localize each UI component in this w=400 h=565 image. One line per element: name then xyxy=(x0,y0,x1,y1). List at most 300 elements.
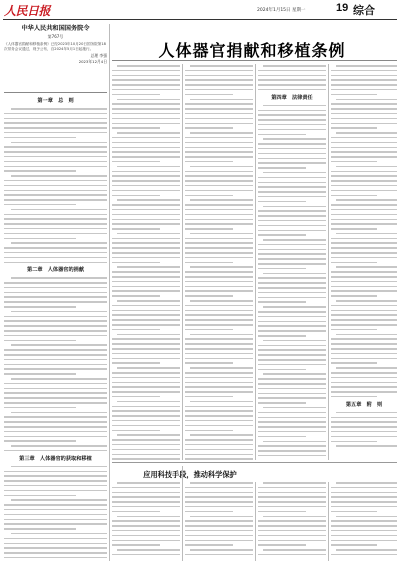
body-text-line xyxy=(185,161,233,163)
body-text-line xyxy=(190,367,253,369)
body-text-line xyxy=(190,482,253,484)
body-text-line xyxy=(112,425,180,427)
body-text-line xyxy=(331,103,397,105)
body-text-line xyxy=(112,195,160,197)
body-text-line xyxy=(258,124,326,126)
body-text-line xyxy=(331,190,397,192)
body-text-line xyxy=(4,166,107,168)
body-text-line xyxy=(117,300,180,302)
body-text-line xyxy=(112,338,180,340)
body-text-line xyxy=(11,142,107,144)
body-text-line xyxy=(11,466,107,468)
body-text-line xyxy=(331,487,397,489)
body-text-line xyxy=(331,436,397,438)
body-text-line xyxy=(331,185,397,187)
body-text-line xyxy=(112,123,180,125)
body-text-line xyxy=(258,431,326,433)
body-text-line xyxy=(4,495,76,497)
body-text-line xyxy=(331,426,397,428)
body-text-line xyxy=(190,549,253,551)
body-text-line xyxy=(4,296,107,298)
body-text-line xyxy=(112,89,180,91)
body-text-line xyxy=(4,504,107,506)
body-text-line xyxy=(258,191,326,193)
body-text-line xyxy=(117,233,180,235)
body-text-line xyxy=(258,321,326,323)
body-text-line xyxy=(112,444,180,446)
body-text-line xyxy=(4,223,107,225)
text-column-3 xyxy=(185,65,253,460)
body-text-line xyxy=(331,209,397,211)
body-text-line xyxy=(11,344,107,346)
body-text-line xyxy=(331,238,397,240)
body-text-line xyxy=(331,281,397,283)
body-text-line xyxy=(4,416,107,418)
body-text-line xyxy=(258,364,326,366)
decree-signature xyxy=(4,53,107,58)
body-text-line xyxy=(331,362,377,364)
body-text-line xyxy=(336,445,397,447)
body-text-line xyxy=(331,137,397,139)
body-text-line xyxy=(258,369,306,371)
body-text-line xyxy=(4,519,107,521)
body-text-line xyxy=(331,310,397,312)
body-text-line xyxy=(4,373,76,375)
body-text-line xyxy=(331,290,397,292)
body-text-line xyxy=(185,415,253,417)
body-text-line xyxy=(331,525,397,527)
body-text-line xyxy=(4,170,76,172)
body-text-line xyxy=(258,182,326,184)
body-text-line xyxy=(4,383,107,385)
body-text-line xyxy=(185,238,253,240)
body-text-line xyxy=(331,348,397,350)
body-text-line xyxy=(185,89,253,91)
body-text-line xyxy=(263,516,326,518)
body-text-line xyxy=(185,156,253,158)
body-text-line xyxy=(112,247,180,249)
body-text-line xyxy=(185,458,253,460)
body-text-line xyxy=(4,320,107,322)
body-text-line xyxy=(331,520,397,522)
body-text-line xyxy=(4,538,107,540)
body-text-line xyxy=(112,84,180,86)
body-text-line xyxy=(185,525,253,527)
body-text-line xyxy=(331,223,397,225)
body-text-line xyxy=(112,219,180,221)
body-text-line xyxy=(258,311,326,313)
text-column-5 xyxy=(331,65,397,460)
body-text-line xyxy=(331,175,397,177)
body-text-line xyxy=(112,151,180,153)
body-text-line xyxy=(185,84,253,86)
body-text-line xyxy=(185,271,253,273)
body-text-line xyxy=(112,75,180,77)
body-text-line xyxy=(331,147,397,149)
body-text-line xyxy=(4,330,107,332)
body-text-line xyxy=(4,151,107,153)
body-text-line xyxy=(185,195,233,197)
body-text-line xyxy=(185,449,253,451)
body-text-line xyxy=(331,108,397,110)
body-text-line xyxy=(258,540,326,542)
body-text-line xyxy=(112,108,180,110)
body-text-line xyxy=(258,525,326,527)
body-text-line xyxy=(258,79,326,81)
body-text-line xyxy=(331,431,397,433)
body-text-line xyxy=(258,492,326,494)
body-text-line xyxy=(331,544,377,546)
body-text-line xyxy=(112,525,180,527)
body-text-line xyxy=(258,301,306,303)
body-text-line xyxy=(4,118,107,120)
body-text-line xyxy=(112,348,180,350)
body-text-line xyxy=(4,161,107,163)
body-text-line xyxy=(4,475,107,477)
body-text-line xyxy=(258,554,326,556)
body-text-line xyxy=(112,391,180,393)
body-text-line xyxy=(258,506,326,508)
body-text-line xyxy=(336,516,397,518)
body-text-line xyxy=(117,434,180,436)
body-text-line xyxy=(258,210,326,212)
body-text-line xyxy=(258,153,326,155)
body-text-line xyxy=(112,185,180,187)
body-text-line xyxy=(258,114,326,116)
body-text-line xyxy=(185,286,253,288)
body-text-line xyxy=(258,89,326,91)
body-text-line xyxy=(336,367,397,369)
page-number: 19 xyxy=(336,2,349,14)
body-text-line xyxy=(112,406,180,408)
body-text-line xyxy=(258,544,306,546)
body-text-line xyxy=(331,305,397,307)
body-text-line xyxy=(4,388,107,390)
body-text-line xyxy=(258,201,306,203)
body-text-line xyxy=(185,506,253,508)
body-text-line xyxy=(331,338,397,340)
body-text-line xyxy=(331,396,377,398)
body-text-line xyxy=(258,75,326,77)
body-text-line xyxy=(185,281,253,283)
body-text-line xyxy=(331,161,377,163)
body-text-line xyxy=(258,383,326,385)
body-text-line xyxy=(258,282,326,284)
body-text-line xyxy=(331,156,397,158)
body-text-line xyxy=(331,214,397,216)
commentary-rule xyxy=(112,462,397,463)
body-text-line xyxy=(258,249,326,251)
body-text-line xyxy=(4,228,107,230)
decree-body: 《人体器官捐献和移植条例》已经2023年10月20日国务院第18次常务会议通过，现予公布，自2024年5月1日起施行。 xyxy=(4,42,106,51)
state-council-decree xyxy=(4,25,107,64)
body-text-line xyxy=(331,219,397,221)
body-text-line xyxy=(4,368,107,370)
body-text-line xyxy=(11,108,107,110)
body-text-line xyxy=(185,439,253,441)
body-text-line xyxy=(263,138,326,140)
body-text-line xyxy=(185,406,253,408)
body-text-line xyxy=(112,506,180,508)
body-text-line xyxy=(112,520,180,522)
body-text-line xyxy=(4,146,107,148)
body-text-line xyxy=(263,549,326,551)
body-text-line xyxy=(112,449,180,451)
body-text-line xyxy=(112,487,180,489)
headline-rule xyxy=(112,60,397,61)
body-text-line xyxy=(263,239,326,241)
section-name: 综合 xyxy=(353,4,375,17)
body-text-line xyxy=(331,123,397,125)
body-text-line xyxy=(4,127,107,129)
body-text-line xyxy=(4,194,107,196)
body-text-line xyxy=(190,516,253,518)
body-text-line xyxy=(190,434,253,436)
body-text-line xyxy=(331,75,397,77)
column-divider xyxy=(182,466,183,561)
body-text-line xyxy=(185,377,253,379)
body-text-line xyxy=(331,530,397,532)
body-text-line xyxy=(11,533,107,535)
body-text-line xyxy=(4,407,76,409)
body-text-line xyxy=(4,325,107,327)
body-text-line xyxy=(4,490,107,492)
body-text-line xyxy=(4,306,76,308)
body-text-line xyxy=(185,137,253,139)
body-text-line xyxy=(331,329,377,331)
body-text-line xyxy=(331,127,377,129)
body-text-line xyxy=(258,177,326,179)
column-divider xyxy=(182,64,183,460)
body-text-line xyxy=(331,343,397,345)
body-text-line xyxy=(185,228,233,230)
body-text-line xyxy=(258,501,326,503)
body-text-line xyxy=(185,142,253,144)
body-text-line xyxy=(4,543,107,545)
body-text-line xyxy=(336,65,397,67)
body-text-line xyxy=(112,310,180,312)
body-text-line xyxy=(331,358,397,360)
body-text-line xyxy=(190,65,253,67)
body-text-line xyxy=(185,108,253,110)
body-text-line xyxy=(4,214,107,216)
body-text-line xyxy=(331,89,397,91)
body-text-line xyxy=(11,242,107,244)
body-text-line xyxy=(190,334,253,336)
body-text-line xyxy=(331,271,397,273)
body-text-line xyxy=(258,325,326,327)
body-text-line xyxy=(263,206,326,208)
body-text-line xyxy=(112,180,180,182)
body-text-line xyxy=(117,367,180,369)
body-text-line xyxy=(4,252,107,254)
body-text-line xyxy=(263,407,326,409)
body-text-line xyxy=(331,84,397,86)
body-text-line xyxy=(185,310,253,312)
body-text-line xyxy=(112,377,180,379)
body-text-line xyxy=(190,199,253,201)
body-text-line xyxy=(336,549,397,551)
body-text-line xyxy=(185,180,253,182)
body-text-line xyxy=(4,523,107,525)
body-text-line xyxy=(331,496,397,498)
body-text-line xyxy=(185,257,253,259)
body-text-line xyxy=(258,421,326,423)
body-text-line xyxy=(331,171,397,173)
newspaper-logo: 人民日报 xyxy=(4,4,51,18)
body-text-line xyxy=(331,286,397,288)
body-text-line xyxy=(4,137,76,139)
body-text-line xyxy=(258,263,326,265)
body-text-line xyxy=(4,335,107,337)
body-text-line xyxy=(185,540,253,542)
body-text-line xyxy=(112,496,180,498)
body-text-line xyxy=(112,458,180,460)
body-text-line xyxy=(112,492,180,494)
body-text-line xyxy=(336,482,397,484)
body-text-line xyxy=(4,218,107,220)
body-text-line xyxy=(4,552,107,554)
body-text-line xyxy=(117,132,180,134)
text-column-2 xyxy=(112,65,180,460)
body-text-line xyxy=(4,262,107,264)
body-text-line xyxy=(185,147,253,149)
body-text-line xyxy=(331,295,377,297)
body-text-line xyxy=(185,329,233,331)
body-text-line xyxy=(112,396,160,398)
body-text-line xyxy=(4,301,107,303)
body-text-line xyxy=(331,353,397,355)
body-text-line xyxy=(4,204,76,206)
body-text-line xyxy=(258,397,326,399)
body-text-line xyxy=(258,70,326,72)
body-text-line xyxy=(258,162,326,164)
body-text-line xyxy=(185,511,233,513)
column-divider xyxy=(328,64,329,460)
body-text-line xyxy=(185,343,253,345)
body-text-line xyxy=(258,388,326,390)
body-text-line xyxy=(263,65,326,67)
body-text-line xyxy=(112,295,160,297)
body-text-line xyxy=(4,185,107,187)
body-text-line xyxy=(185,410,253,412)
body-text-line xyxy=(185,554,253,556)
body-text-line xyxy=(258,244,326,246)
body-text-line xyxy=(4,471,107,473)
body-text-line xyxy=(185,358,253,360)
body-text-line xyxy=(258,268,306,270)
body-text-line xyxy=(331,118,397,120)
body-text-line xyxy=(258,349,326,351)
body-text-line xyxy=(331,242,397,244)
body-text-line xyxy=(112,276,180,278)
body-text-line xyxy=(258,316,326,318)
body-text-line xyxy=(331,382,397,384)
body-text-line xyxy=(185,252,253,254)
body-text-line xyxy=(263,172,326,174)
body-text-line xyxy=(185,79,253,81)
body-text-line xyxy=(258,487,326,489)
body-text-line xyxy=(112,228,160,230)
body-text-line xyxy=(263,373,326,375)
body-text-line xyxy=(185,324,253,326)
body-text-line xyxy=(258,417,326,419)
body-text-line xyxy=(331,247,397,249)
body-text-line xyxy=(336,233,397,235)
body-text-line xyxy=(112,214,180,216)
body-text-line xyxy=(263,273,326,275)
body-text-line xyxy=(331,204,397,206)
body-text-line xyxy=(331,113,397,115)
body-text-line xyxy=(190,132,253,134)
body-text-line xyxy=(258,84,326,86)
body-text-line xyxy=(112,204,180,206)
body-text-line xyxy=(117,199,180,201)
body-text-line xyxy=(185,276,253,278)
body-text-line xyxy=(258,330,326,332)
body-text-line xyxy=(336,300,397,302)
body-text-line xyxy=(190,99,253,101)
body-text-line xyxy=(4,257,107,259)
body-text-line xyxy=(185,396,233,398)
body-text-line xyxy=(331,511,377,513)
body-text-line xyxy=(112,305,180,307)
body-text-line xyxy=(117,401,180,403)
body-text-line xyxy=(258,393,326,395)
body-text-line xyxy=(185,242,253,244)
body-text-line xyxy=(185,75,253,77)
body-text-line xyxy=(4,238,76,240)
body-text-line xyxy=(263,105,326,107)
body-text-line xyxy=(331,142,397,144)
body-text-line xyxy=(112,343,180,345)
decree-date: 2023年12月4日 xyxy=(78,59,107,64)
body-text-line xyxy=(112,94,160,96)
body-text-line xyxy=(331,252,397,254)
body-text-line xyxy=(4,113,107,115)
body-text-line xyxy=(112,242,180,244)
body-text-line xyxy=(112,535,180,537)
body-text-line xyxy=(112,175,180,177)
body-text-line xyxy=(185,185,253,187)
body-text-line xyxy=(331,94,377,96)
body-text-line xyxy=(331,441,377,443)
body-text-line xyxy=(112,540,180,542)
body-text-line xyxy=(4,397,107,399)
body-text-line xyxy=(331,501,397,503)
body-text-line xyxy=(258,277,326,279)
body-text-line xyxy=(190,166,253,168)
body-text-line xyxy=(112,358,180,360)
body-text-line xyxy=(4,557,107,559)
body-text-line xyxy=(331,386,397,388)
body-text-line xyxy=(258,129,326,131)
body-text-line xyxy=(336,166,397,168)
body-text-line xyxy=(258,520,326,522)
body-text-line xyxy=(4,354,107,356)
chapter-heading-4: 第四章 法律责任 xyxy=(271,94,313,101)
body-text-line xyxy=(263,482,326,484)
body-text-line xyxy=(117,482,180,484)
body-text-line xyxy=(331,228,377,230)
body-text-line xyxy=(258,148,326,150)
body-text-line xyxy=(112,554,180,556)
body-text-line xyxy=(4,392,107,394)
body-text-line xyxy=(185,353,253,355)
body-text-line xyxy=(4,122,107,124)
body-text-line xyxy=(112,319,180,321)
body-text-line xyxy=(331,195,377,197)
